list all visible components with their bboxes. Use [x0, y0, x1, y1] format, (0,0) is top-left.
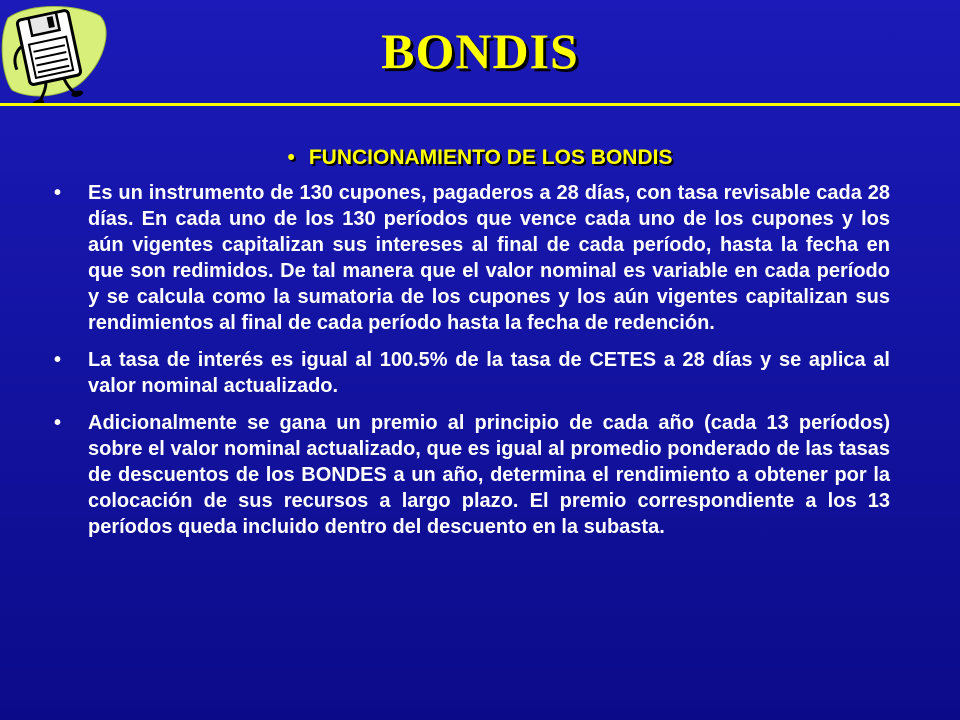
paragraph-text: Es un instrumento de 130 cupones, pagaderos a 28 días, con tasa revisable cada 28 días. En cada uno de los 130 períodos que vence cada uno de los cupones y los aún vigentes capitalizan sus intereses al final de cada período, hasta la fecha en que son redimidos. De tal manera que el valor nominal es variable en cada período y se calcula como la sumatoria de los cupones y los aún vigentes capitalizan sus rendimientos al final de cada período hasta la fecha de redención.: [88, 182, 890, 334]
title-divider: [0, 103, 960, 106]
bullet-icon: •: [54, 412, 62, 434]
bullet-icon: •: [54, 349, 62, 371]
paragraph-text: La tasa de interés es igual al 100.5% de la tasa de CETES a 28 días y se aplica al valor nominal actualizado.: [88, 349, 890, 397]
bullet-icon: •: [54, 182, 62, 204]
list-item: [50, 347, 890, 399]
subheading-text: FUNCIONAMIENTO DE LOS BONDIS: [308, 146, 673, 169]
bullet-icon: •: [287, 146, 295, 169]
subheading: [0, 146, 960, 170]
slide-title: BONDIS: [381, 23, 579, 79]
list-item: [50, 180, 890, 336]
paragraph-text: Adicionalmente se gana un premio al principio de cada año (cada 13 períodos) sobre el valor nominal actualizado, que es igual al promedio ponderado de las tasas de descuentos de los BONDES a un año, determina el rendimiento a obtener por la colocación de sus recursos a largo plazo. El premio correspondiente a los 13 períodos queda incluido dentro del descuento en la subasta.: [88, 412, 890, 538]
bullet-list: [50, 180, 890, 551]
list-item: [50, 410, 890, 540]
